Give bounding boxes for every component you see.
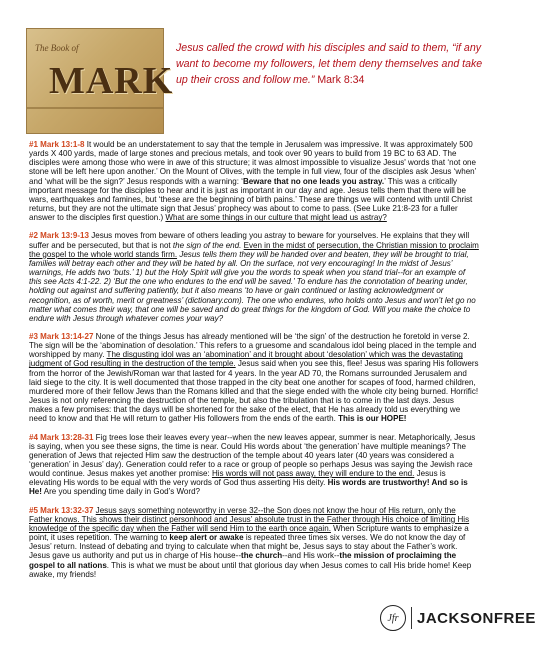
study-paragraph-2 bbox=[29, 231, 479, 323]
logo-rule bbox=[27, 107, 163, 109]
book-of-mark-logo bbox=[26, 28, 174, 134]
paragraph-text: This is our HOPE! bbox=[338, 414, 407, 424]
paragraph-text: His words will not pass away, they will endure to the end. bbox=[211, 469, 415, 479]
study-paragraph-4 bbox=[29, 433, 479, 497]
brand-wordmark: JACKSONFREE bbox=[417, 609, 536, 627]
paragraph-text: Jesus tells them they will be handed over and beaten, they will be brought to trial, families will betray each other and they will be hated by all. On the surface, not very encouraging! In the midst of Jesus’ warnings, He adds two ‘buts.’ 1) but the Holy Spirit will give you the words to speak when you stand trial--for an example of this see Acts 4:1-22. 2) ‘But the one who endures to the end will be saved.’ To endure has the connotation of bearing under, holding out against and suffering patiently, but it also means ‘to have or gain continued or lasting acknowledgment or recognition, as of worth, merit or greatness’ (dictionary.com). The one who endures, who holds onto Jesus and won’t let go no matter what comes their way, that one will be saved and do great things for the kingdom of God. Will you make the choice to endure with Jesus through whatever comes your way? bbox=[29, 249, 476, 323]
paragraph-text: the sign of the end. bbox=[172, 240, 242, 250]
paragraph-text: Jesus said when you see this, flee! Jesus was sparing His followers from the horror of the Jewish/Roman war that lasted for 4 years. In the year AD 70, the Romans surrounded Jerusalem and laid siege to the city. It is well documented that those trapped in the city beat one another for scapes of food, harmed children, murdered more of their fellow Jews than the Romans killed and that the siege ended with the whole city being burned. Horrific! Jesus is not only referencing the destruction of the temple, but also the tribulation that is to come in the last days. Jesus makes a few promises: that the days will be shortened for the sake of the elect, that He has already told us everything we need to know and that He will return to gather His followers from the ends of the earth. bbox=[29, 359, 479, 424]
paragraph-text: Jesus says something noteworthy in verse 32--the Son does not know the hour of His return, only the Father knows. This shows their distinct personhood and Jesus’ absolute trust in the Father through His choice of limiting His knowledge of the specific day when the Father will send Him to the earth once again. bbox=[29, 505, 470, 533]
study-paragraph-5 bbox=[29, 506, 479, 579]
paragraph-heading: #4 Mark 13:28-31 bbox=[29, 432, 94, 442]
paragraph-text: --and His work-- bbox=[282, 551, 340, 561]
paragraph-text: ’ This was a critically important message for the disciples to hear and it is just as important in our day and age. Jesus tells them that there will be wars, earthquakes and famines, but ‘these are the beginning of birth pains.’ These are things we will contend with until Christ returns, but they are not the ultimate sign that Jesus’ prophecy was about to come to pass. (See Luke 21:8-23 for a fuller answer to the disciples first question.) bbox=[29, 176, 473, 223]
paragraph-heading: #1 Mark 13:1-8 bbox=[29, 140, 85, 149]
paragraph-text: . This is what we must be about until that glorious day when Jesus comes to call His bride home! Keep awake, my friends! bbox=[29, 560, 472, 579]
brand-divider bbox=[411, 607, 412, 629]
paragraph-text: None of the things Jesus has already mentioned will be ‘the sign’ of the destruction he foretold in verse 2. The sign will be the ‘abomination of desolation.’ This refers to a gruesome and scandalous idol being placed in the temple and worshipped by many. bbox=[29, 331, 477, 360]
quote-reference: Mark 8:34 bbox=[317, 74, 365, 87]
paragraph-text: is repeated three times six verses. We do not know the day of Jesus’ return. Instead of debating and trying to calculate when that might be, Jesus says to stay about the Father’s work. Jesus gave us authority and put us in charge of His house-- bbox=[29, 533, 466, 561]
paragraph-text: the mission of proclaiming the gospel to all nations bbox=[29, 551, 457, 570]
study-paragraph-1 bbox=[29, 140, 479, 222]
paragraph-text: Are you spending time daily in God’s Word? bbox=[41, 487, 201, 497]
paragraph-heading: #2 Mark 13:9-13 bbox=[29, 231, 89, 241]
logo-small-text: The Book of bbox=[35, 43, 79, 53]
quote-text: Jesus called the crowd with his disciples and said to them, “if any want to become my followers, let them deny themselves and take up their cross and follow me.” bbox=[176, 42, 483, 87]
study-body bbox=[29, 140, 479, 588]
paragraph-text: Fig trees lose their leaves every year--when the new leaves appear, summer is near. Metaphorically, Jesus is saying, when you see these signs, the time is near. Could His words about ‘the generation’ have multiple meanings? The generation of Jews that rejected Him saw the destruction of the temple about 40 years later (40 years was considered a ‘generation’ in Jesus’ day). Generation could refer to a race or group of people so perhaps Jesus was saying the Jewish race would continue. Jesus makes yet another promise: bbox=[29, 432, 476, 479]
brand-logo bbox=[380, 604, 536, 632]
paragraph-text: keep alert or awake bbox=[169, 533, 244, 543]
paragraph-text: It would be an understatement to say that the temple in Jerusalem was impressive. It was approximately 500 yards X 400 yards, made of large stones and precious metals, and took over 90 years to build from 19 BC to 63 AD. The disciples were among those who were in awe of this structure; it was almost impossible to visualize Jesus' words that ‘not one stone will be left here upon another.’ On the Mount of Olives, with the temple in full view, four of the disciples ask Jesus ‘when’ and ‘what will be the sign?’ Jesus responds with a warning: ‘ bbox=[29, 140, 477, 186]
paragraph-text: the church bbox=[241, 551, 283, 561]
paragraph-text: When Scripture wants to emphasize a point, it uses repetition. The warning to bbox=[29, 523, 469, 543]
paragraph-text: The disgusting idol was an ‘abomination’ and it brought about ‘desolation’ which was the devastating judgment of God resulting in the destruction of the temple. bbox=[29, 350, 463, 369]
paragraph-text: Beware that no one leads you astray. bbox=[242, 176, 385, 186]
paragraph-text: Even in the midst of persecution, the Christian mission to proclaim the gospel to the whole world stands firm. bbox=[29, 240, 479, 259]
paragraph-text: Jesus moves from beware of others leading you astray to beware for yourselves. He explains that they will suffer and be persecuted, but that is not bbox=[29, 231, 470, 250]
scripture-quote bbox=[176, 40, 484, 89]
logo-title: MARK bbox=[49, 60, 174, 102]
study-paragraph-3 bbox=[29, 332, 479, 424]
paragraph-heading: #3 Mark 13:14-27 bbox=[29, 331, 94, 341]
paragraph-text: His words are trustworthy! And so is He! bbox=[29, 478, 468, 497]
paragraph-text: What are some things in our culture that might lead us astray? bbox=[165, 213, 387, 223]
paragraph-heading: #5 Mark 13:32-37 bbox=[29, 505, 94, 515]
brand-monogram-icon: Jfr bbox=[380, 605, 406, 631]
paragraph-text: Jesus is elevating His words to be equal with the very words of God thus asserting His deity. bbox=[29, 469, 446, 488]
